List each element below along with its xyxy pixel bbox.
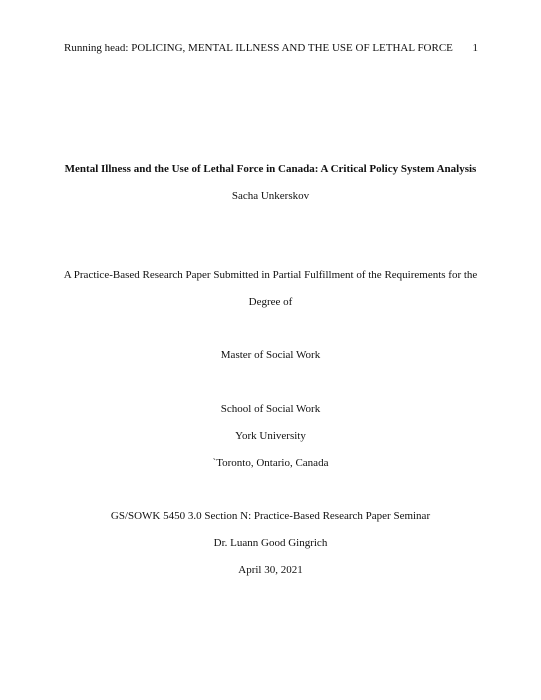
submission-date: April 30, 2021	[238, 564, 303, 576]
university-name: York University	[235, 430, 306, 442]
school-name: School of Social Work	[220, 403, 321, 415]
submission-statement-line-2: Degree of	[248, 296, 293, 308]
paper-title: Mental Illness and the Use of Lethal Force in Canada: A Critical Policy System Analysis	[64, 163, 477, 175]
submission-statement-line-1: A Practice-Based Research Paper Submitted in Partial Fulfillment of the Requirements for the	[63, 269, 478, 281]
location: `Toronto, Ontario, Canada	[212, 457, 329, 469]
running-head: Running head: POLICING, MENTAL ILLNESS AND THE USE OF LETHAL FORCE	[64, 42, 453, 54]
author-name: Sacha Unkerskov	[231, 190, 310, 202]
supervisor-name: Dr. Luann Good Gingrich	[213, 537, 328, 549]
course-name: GS/SOWK 5450 3.0 Section N: Practice-Based Research Paper Seminar	[110, 510, 431, 522]
page-number: 1	[472, 42, 478, 54]
degree-name: Master of Social Work	[220, 349, 321, 361]
